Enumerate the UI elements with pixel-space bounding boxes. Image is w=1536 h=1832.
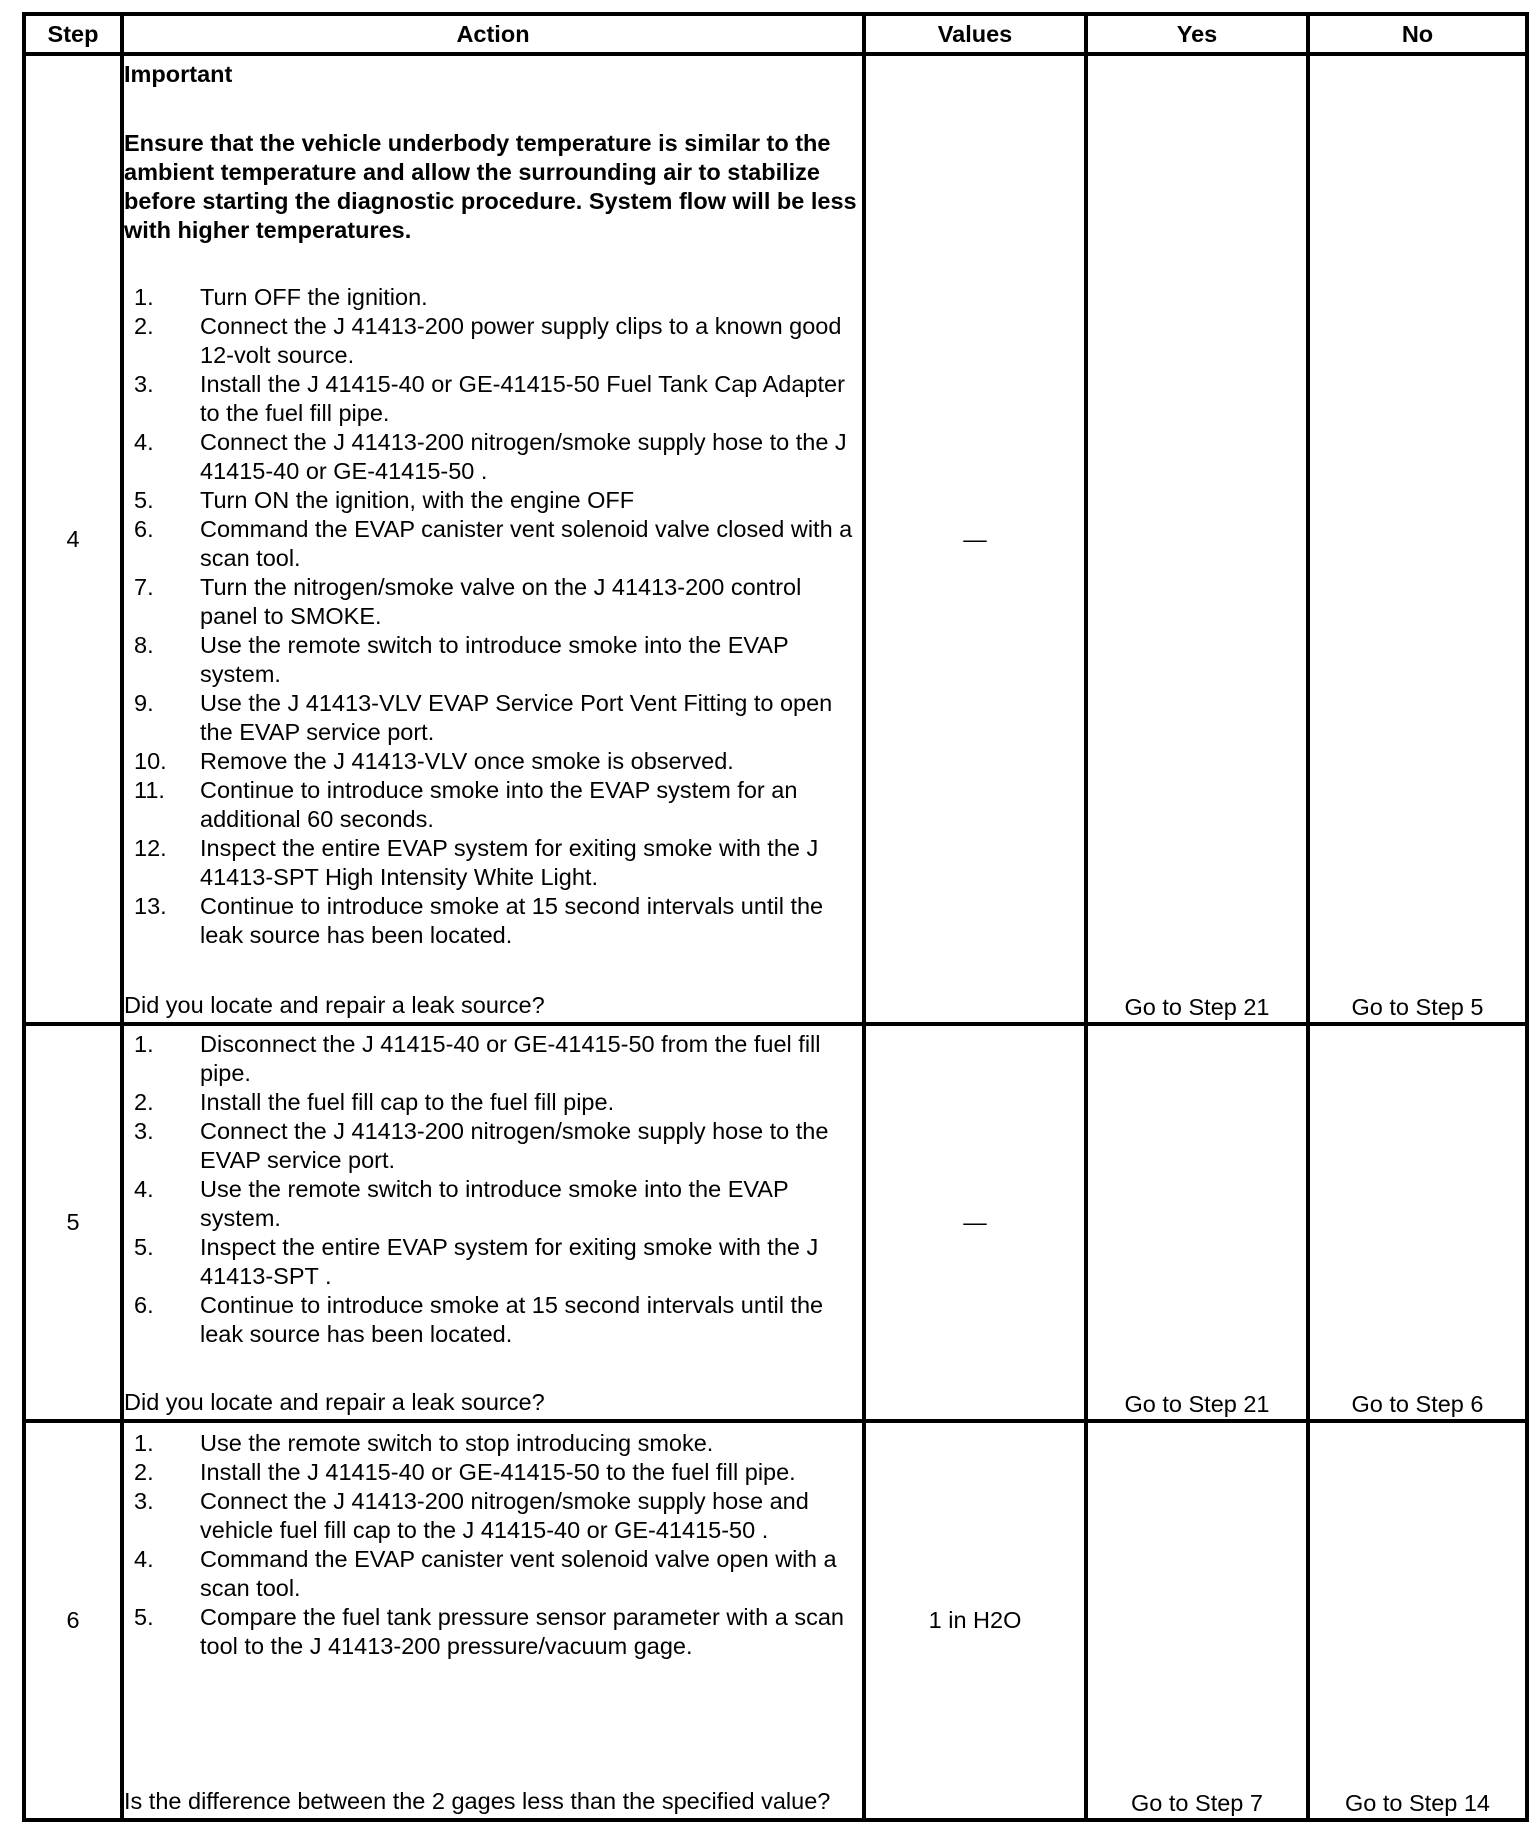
- item-number: 5.: [134, 487, 154, 513]
- item-text: Remove the J 41413-VLV once smoke is observed.: [200, 748, 734, 774]
- item-number: 9.: [134, 690, 154, 716]
- item-text: Compare the fuel tank pressure sensor parameter with a scan tool to the J 41413-200 pressure/vacuum gage.: [200, 1604, 844, 1659]
- list-item: [124, 1030, 862, 1088]
- yes-cell: Go to Step 7: [1086, 1421, 1308, 1820]
- item-number: 5.: [134, 1604, 154, 1630]
- header-action: Action: [122, 14, 864, 54]
- item-text: Continue to introduce smoke at 15 second intervals until the leak source has been located.: [200, 893, 824, 948]
- item-text: Install the fuel fill cap to the fuel fill pipe.: [200, 1089, 615, 1115]
- item-text: Inspect the entire EVAP system for exiting smoke with the J 41413-SPT High Intensity White Light.: [200, 835, 819, 890]
- item-number: 6.: [134, 1292, 154, 1318]
- item-text: Disconnect the J 41415-40 or GE-41415-50 from the fuel fill pipe.: [200, 1031, 821, 1086]
- item-number: 1.: [134, 1430, 154, 1456]
- item-number: 1.: [134, 284, 154, 310]
- list-item: [124, 486, 862, 515]
- action-cell: [122, 1024, 864, 1421]
- list-item: [124, 515, 862, 573]
- list-item: [124, 283, 862, 312]
- table-row-step-6: [24, 1421, 1527, 1820]
- header-no: No: [1308, 14, 1527, 54]
- item-number: 5.: [134, 1234, 154, 1260]
- item-number: 6.: [134, 516, 154, 542]
- list-item: [124, 1487, 862, 1545]
- item-text: Use the remote switch to introduce smoke into the EVAP system.: [200, 1176, 789, 1231]
- important-label: Important: [124, 61, 233, 87]
- item-text: Turn OFF the ignition.: [200, 284, 428, 310]
- list-item: [124, 1088, 862, 1117]
- item-text: Connect the J 41413-200 power supply clips to a known good 12-volt source.: [200, 313, 842, 368]
- item-text: Inspect the entire EVAP system for exiting smoke with the J 41413-SPT .: [200, 1234, 819, 1289]
- item-number: 2.: [134, 1459, 154, 1485]
- action-steps-list: [124, 283, 862, 950]
- item-text: Turn the nitrogen/smoke valve on the J 41413-200 control panel to SMOKE.: [200, 574, 802, 629]
- item-number: 11.: [134, 777, 165, 803]
- list-item: [124, 834, 862, 892]
- item-number: 13.: [134, 893, 167, 919]
- item-text: Connect the J 41413-200 nitrogen/smoke supply hose and vehicle fuel fill cap to the J 41415-40 or GE-41415-50 .: [200, 1488, 809, 1543]
- list-item: [124, 1291, 862, 1349]
- list-item: [124, 370, 862, 428]
- list-item: [124, 689, 862, 747]
- item-number: 2.: [134, 313, 154, 339]
- list-item: [124, 1429, 862, 1458]
- list-item: [124, 892, 862, 950]
- header-yes: Yes: [1086, 14, 1308, 54]
- item-text: Use the J 41413-VLV EVAP Service Port Vent Fitting to open the EVAP service port.: [200, 690, 833, 745]
- no-cell: Go to Step 14: [1308, 1421, 1527, 1820]
- item-number: 3.: [134, 371, 154, 397]
- yes-cell: Go to Step 21: [1086, 54, 1308, 1024]
- item-text: Turn ON the ignition, with the engine OFF: [200, 487, 635, 513]
- item-text: Use the remote switch to introduce smoke into the EVAP system.: [200, 632, 789, 687]
- item-number: 8.: [134, 632, 154, 658]
- list-item: [124, 1603, 862, 1661]
- item-text: Command the EVAP canister vent solenoid valve closed with a scan tool.: [200, 516, 853, 571]
- item-number: 4.: [134, 429, 154, 455]
- item-number: 1.: [134, 1031, 154, 1057]
- question-text: Did you locate and repair a leak source?: [124, 1389, 545, 1415]
- item-text: Install the J 41415-40 or GE-41415-50 Fuel Tank Cap Adapter to the fuel fill pipe.: [200, 371, 845, 426]
- important-text: Ensure that the vehicle underbody temperature is similar to the ambient temperature and allow the surrounding air to stabilize before starting the diagnostic procedure. System flow will be less with higher temperatures.: [124, 130, 857, 243]
- diagnostic-table: [22, 12, 1529, 1822]
- list-item: [124, 747, 862, 776]
- action-cell: [122, 54, 864, 1024]
- header-step: Step: [24, 14, 122, 54]
- item-number: 7.: [134, 574, 154, 600]
- action-steps-list: [124, 1030, 862, 1349]
- no-cell: Go to Step 5: [1308, 54, 1527, 1024]
- action-cell: [122, 1421, 864, 1820]
- item-number: 3.: [134, 1488, 154, 1514]
- list-item: [124, 1233, 862, 1291]
- list-item: [124, 776, 862, 834]
- item-text: Command the EVAP canister vent solenoid valve open with a scan tool.: [200, 1546, 837, 1601]
- step-number: 5: [24, 1024, 122, 1421]
- header-values: Values: [864, 14, 1086, 54]
- action-steps-list: [124, 1429, 862, 1661]
- value-cell: 1 in H2O: [864, 1421, 1086, 1820]
- list-item: [124, 1175, 862, 1233]
- list-item: [124, 428, 862, 486]
- header-row: [24, 14, 1527, 54]
- item-text: Use the remote switch to stop introducing smoke.: [200, 1430, 714, 1456]
- table-row-step-5: [24, 1024, 1527, 1421]
- table-row-step-4: [24, 54, 1527, 1024]
- item-number: 10.: [134, 748, 167, 774]
- item-text: Continue to introduce smoke into the EVAP system for an additional 60 seconds.: [200, 777, 798, 832]
- list-item: [124, 1458, 862, 1487]
- list-item: [124, 573, 862, 631]
- item-text: Install the J 41415-40 or GE-41415-50 to the fuel fill pipe.: [200, 1459, 796, 1485]
- yes-cell: Go to Step 21: [1086, 1024, 1308, 1421]
- step-number: 6: [24, 1421, 122, 1820]
- question-text: Is the difference between the 2 gages less than the specified value?: [124, 1788, 831, 1814]
- value-cell: —: [864, 54, 1086, 1024]
- list-item: [124, 312, 862, 370]
- item-text: Connect the J 41413-200 nitrogen/smoke supply hose to the EVAP service port.: [200, 1118, 829, 1173]
- list-item: [124, 1117, 862, 1175]
- question-text: Did you locate and repair a leak source?: [124, 992, 545, 1018]
- item-number: 3.: [134, 1118, 154, 1144]
- item-number: 2.: [134, 1089, 154, 1115]
- value-cell: —: [864, 1024, 1086, 1421]
- list-item: [124, 631, 862, 689]
- step-number: 4: [24, 54, 122, 1024]
- item-text: Continue to introduce smoke at 15 second intervals until the leak source has been located.: [200, 1292, 824, 1347]
- item-text: Connect the J 41413-200 nitrogen/smoke supply hose to the J 41415-40 or GE-41415-50 .: [200, 429, 847, 484]
- list-item: [124, 1545, 862, 1603]
- item-number: 4.: [134, 1546, 154, 1572]
- no-cell: Go to Step 6: [1308, 1024, 1527, 1421]
- item-number: 4.: [134, 1176, 154, 1202]
- item-number: 12.: [134, 835, 167, 861]
